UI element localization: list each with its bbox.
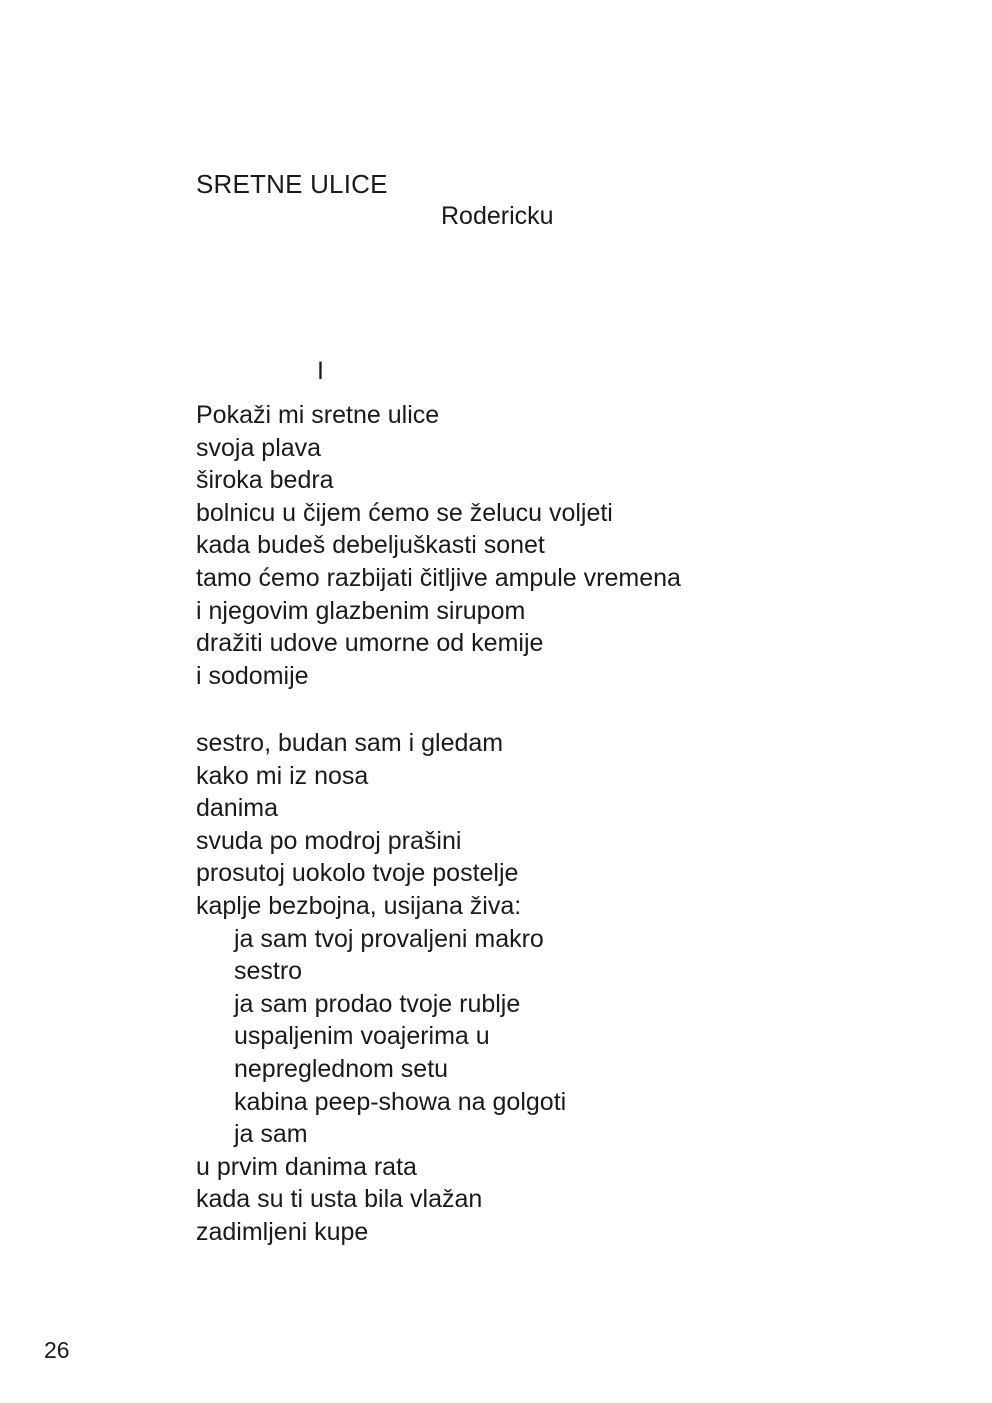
poem-line: u prvim danima rata: [196, 1152, 417, 1181]
dedication: Rodericku: [441, 202, 554, 230]
poem-line: Pokaži mi sretne ulice: [196, 401, 440, 429]
section-numeral: I: [317, 357, 324, 385]
poem-line: kada su ti usta bila vlažan: [196, 1185, 483, 1214]
poem-title: SRETNE ULICE: [196, 169, 388, 199]
poem-line-indented: ja sam prodao tvoje rublje: [234, 989, 521, 1018]
poem-line: svoja plava: [196, 433, 322, 462]
poem-line-indented: uspaljenim voajerima u: [234, 1022, 490, 1051]
poem-line: i njegovim glazbenim sirupom: [196, 596, 526, 625]
poem-line: dražiti udove umorne od kemije: [196, 629, 544, 658]
poem-line: kada budeš debeljuškasti sonet: [196, 531, 545, 560]
poem-line-indented: kabina peep-showa na golgoti: [234, 1087, 567, 1116]
poem-line: bolnicu u čijem ćemo se želucu voljeti: [196, 498, 613, 527]
poem-line: široka bedra: [196, 466, 334, 495]
stanza-2: [196, 727, 566, 1249]
poem-line: kaplje bezbojna, usijana živa:: [196, 891, 522, 920]
poem-line: svuda po modroj prašini: [196, 826, 462, 855]
page-number: 26: [44, 1337, 70, 1363]
poem-line: tamo ćemo razbijati čitljive ampule vremena: [196, 563, 681, 592]
poem-line-indented: ja sam: [234, 1120, 308, 1149]
poem-line: i sodomije: [196, 661, 309, 690]
poem-line: danima: [196, 794, 278, 823]
poem-line: kako mi iz nosa: [196, 761, 369, 790]
poem-line: prosutoj uokolo tvoje postelje: [196, 859, 519, 888]
poem-line: zadimljeni kupe: [196, 1217, 369, 1246]
poem-line-indented: sestro: [234, 957, 303, 986]
poem-line: sestro, budan sam i gledam: [196, 729, 504, 757]
poem-line-indented: ja sam tvoj provaljeni makro: [234, 924, 544, 953]
stanza-1: [196, 399, 681, 692]
poem-line-indented: nepreglednom setu: [234, 1054, 449, 1083]
